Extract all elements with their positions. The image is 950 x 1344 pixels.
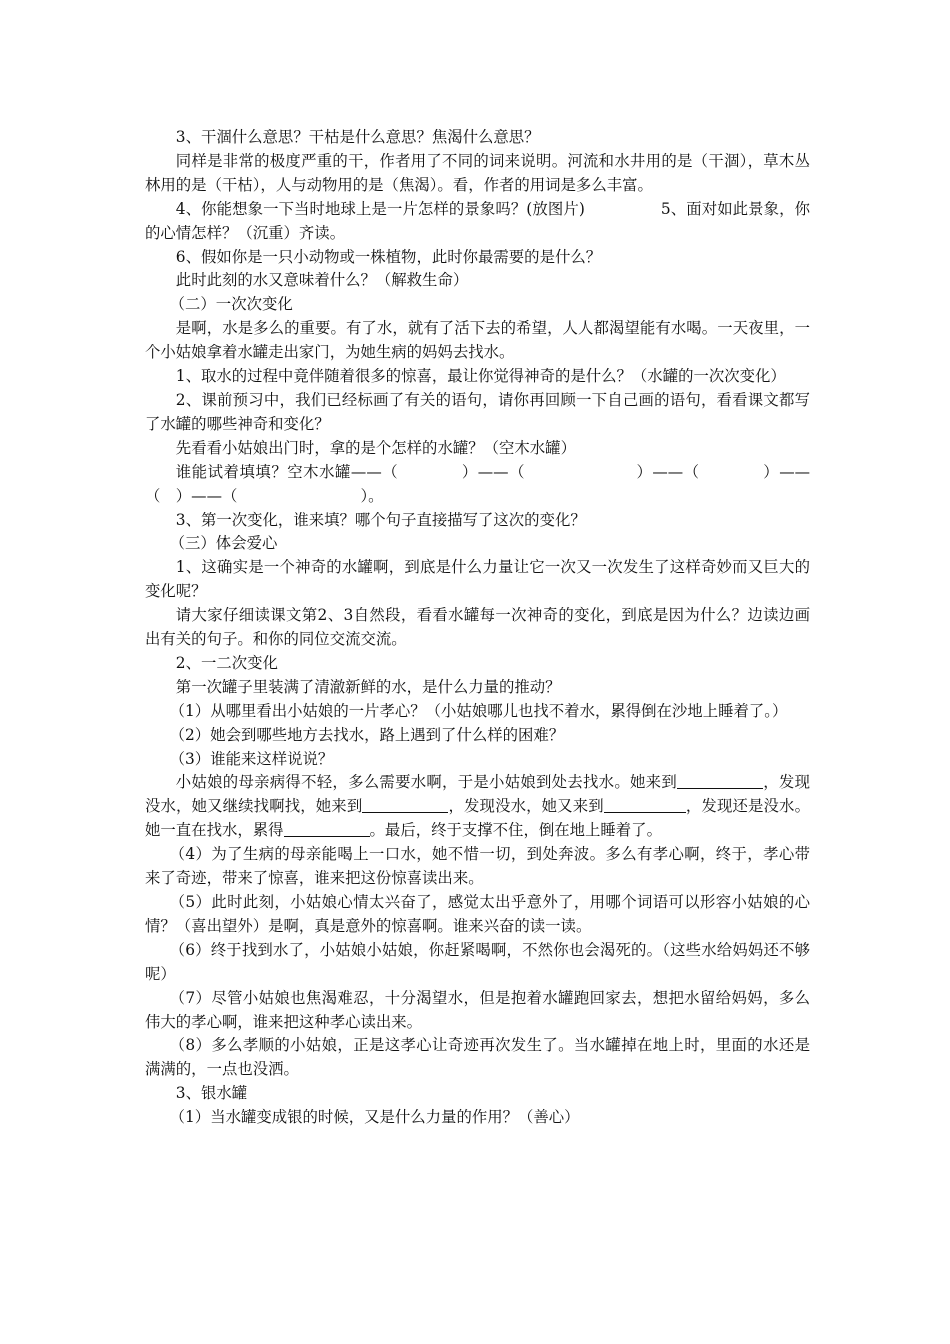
paragraph: 谁能试着填填？空木水罐——（ ）——（ ）——（ ）——（ ）——（ ）。 — [145, 462, 810, 505]
paragraph: （8）多么孝顺的小姑娘，正是这孝心让奇迹再次发生了。当水罐掉在地上时，里面的水还是满满的，一点也没洒。 — [145, 1036, 810, 1079]
fill-text: ，发现还是没水。她一直在找水，累得 — [145, 797, 810, 840]
paragraph: 3、干涸什么意思？干枯是什么意思？焦渴什么意思？ — [175, 128, 540, 146]
lesson-text — [145, 126, 810, 1130]
paragraph: 2、课前预习中，我们已经标画了有关的语句，请你再回顾一下自己画的语句，看看课文都写了水罐的哪些神奇和变化？ — [145, 390, 810, 433]
paragraph: 6、假如你是一只小动物或一株植物，此时你最需要的是什么？ — [175, 247, 602, 266]
paragraph: 第一次罐子里装满了清澈新鲜的水，是什么力量的推动？ — [175, 677, 561, 696]
paragraph: 3、第一次变化，谁来填？哪个句子直接描写了这次的变化？ — [175, 510, 586, 529]
fill-blank — [284, 821, 370, 837]
paragraph: 先看看小姑娘出门时，拿的是个怎样的水罐？（空木水罐） — [175, 438, 576, 457]
paragraph: 2、一二次变化 — [175, 653, 278, 672]
paragraph: 3、银水罐 — [175, 1084, 248, 1103]
paragraph: 是啊，水是多么的重要。有了水，就有了活下去的希望，人人都渴望能有水喝。一天夜里，一个小姑娘拿着水罐走出家门，为她生病的妈妈去找水。 — [145, 319, 810, 362]
section-heading: （二）一次次变化 — [169, 295, 293, 314]
fill-blank — [677, 773, 763, 789]
paragraph — [145, 198, 810, 246]
paragraph: （1）从哪里看出小姑娘的一片孝心？（小姑娘哪儿也找不着水，累得倒在沙地上睡着了。） — [169, 701, 788, 720]
paragraph: （1）当水罐变成银的时候，又是什么力量的作用？（善心） — [169, 1108, 580, 1127]
paragraph: 1、这确实是一个神奇的水罐啊，到底是什么力量让它一次又一次发生了这样奇妙而又巨大的变化呢？ — [145, 558, 810, 601]
paragraph: （5）此时此刻，小姑娘心情太兴奋了，感觉太出乎意外了，用哪个词语可以形容小姑娘的心情？（喜出望外）是啊，真是意外的惊喜啊。谁来兴奋的读一读。 — [145, 893, 810, 935]
fill-blank — [604, 797, 686, 813]
paragraph: 此时此刻的水又意味着什么？（解救生命） — [175, 271, 469, 290]
question-4: 4、你能想象一下当时地球上是一片怎样的景象吗？(放图片) — [175, 199, 585, 218]
paragraph: 同样是非常的极度严重的干，作者用了不同的词来说明。河流和水井用的是（干涸），草木丛林用的是（干枯），人与动物用的是（焦渴）。看，作者的用词是多么丰富。 — [145, 151, 810, 194]
fill-text: ，发现没水，她又来到 — [448, 797, 604, 816]
paragraph: 1、取水的过程中竟伴随着很多的惊喜，最让你觉得神奇的是什么？（水罐的一次次变化） — [175, 367, 786, 386]
paragraph: （2）她会到哪些地方去找水，路上遇到了什么样的困难？ — [169, 725, 565, 744]
question-5: 5、面对如此景象，你的心情怎样？（沉重）齐读。 — [145, 199, 810, 242]
paragraph: （4）为了生病的母亲能喝上一口水，她不惜一切，到处奔波。多么有孝心啊，终于，孝心带来了奇迹，带来了惊喜，谁来把这份惊喜读出来。 — [145, 845, 810, 888]
section-heading: （三）体会爱心 — [169, 534, 278, 553]
paragraph: 请大家仔细读课文第2、3自然段，看看水罐每一次神奇的变化，到底是因为什么？边读边画出有关的句子。和你的同位交流交流。 — [145, 606, 810, 649]
fill-text: 小姑娘的母亲病得不轻，多么需要水啊，于是小姑娘到处去找水。她来到 — [175, 773, 677, 792]
fill-text: 。最后，终于支撑不住，倒在地上睡着了。 — [369, 821, 662, 840]
paragraph: （6）终于找到水了，小姑娘小姑娘，你赶紧喝啊，不然你也会渴死的。（这些水给妈妈还不够呢） — [145, 940, 810, 983]
fill-in-paragraph — [145, 771, 810, 843]
fill-blank — [362, 797, 448, 813]
paragraph: （3）谁能来这样说说？ — [169, 749, 334, 768]
paragraph: （7）尽管小姑娘也焦渴难忍，十分渴望水，但是抱着水罐跑回家去，想把水留给妈妈，多么伟大的孝心啊，谁来把这种孝心读出来。 — [145, 988, 810, 1031]
fill-text: ，发现没水，她又继续找啊找，她来到 — [145, 773, 810, 816]
